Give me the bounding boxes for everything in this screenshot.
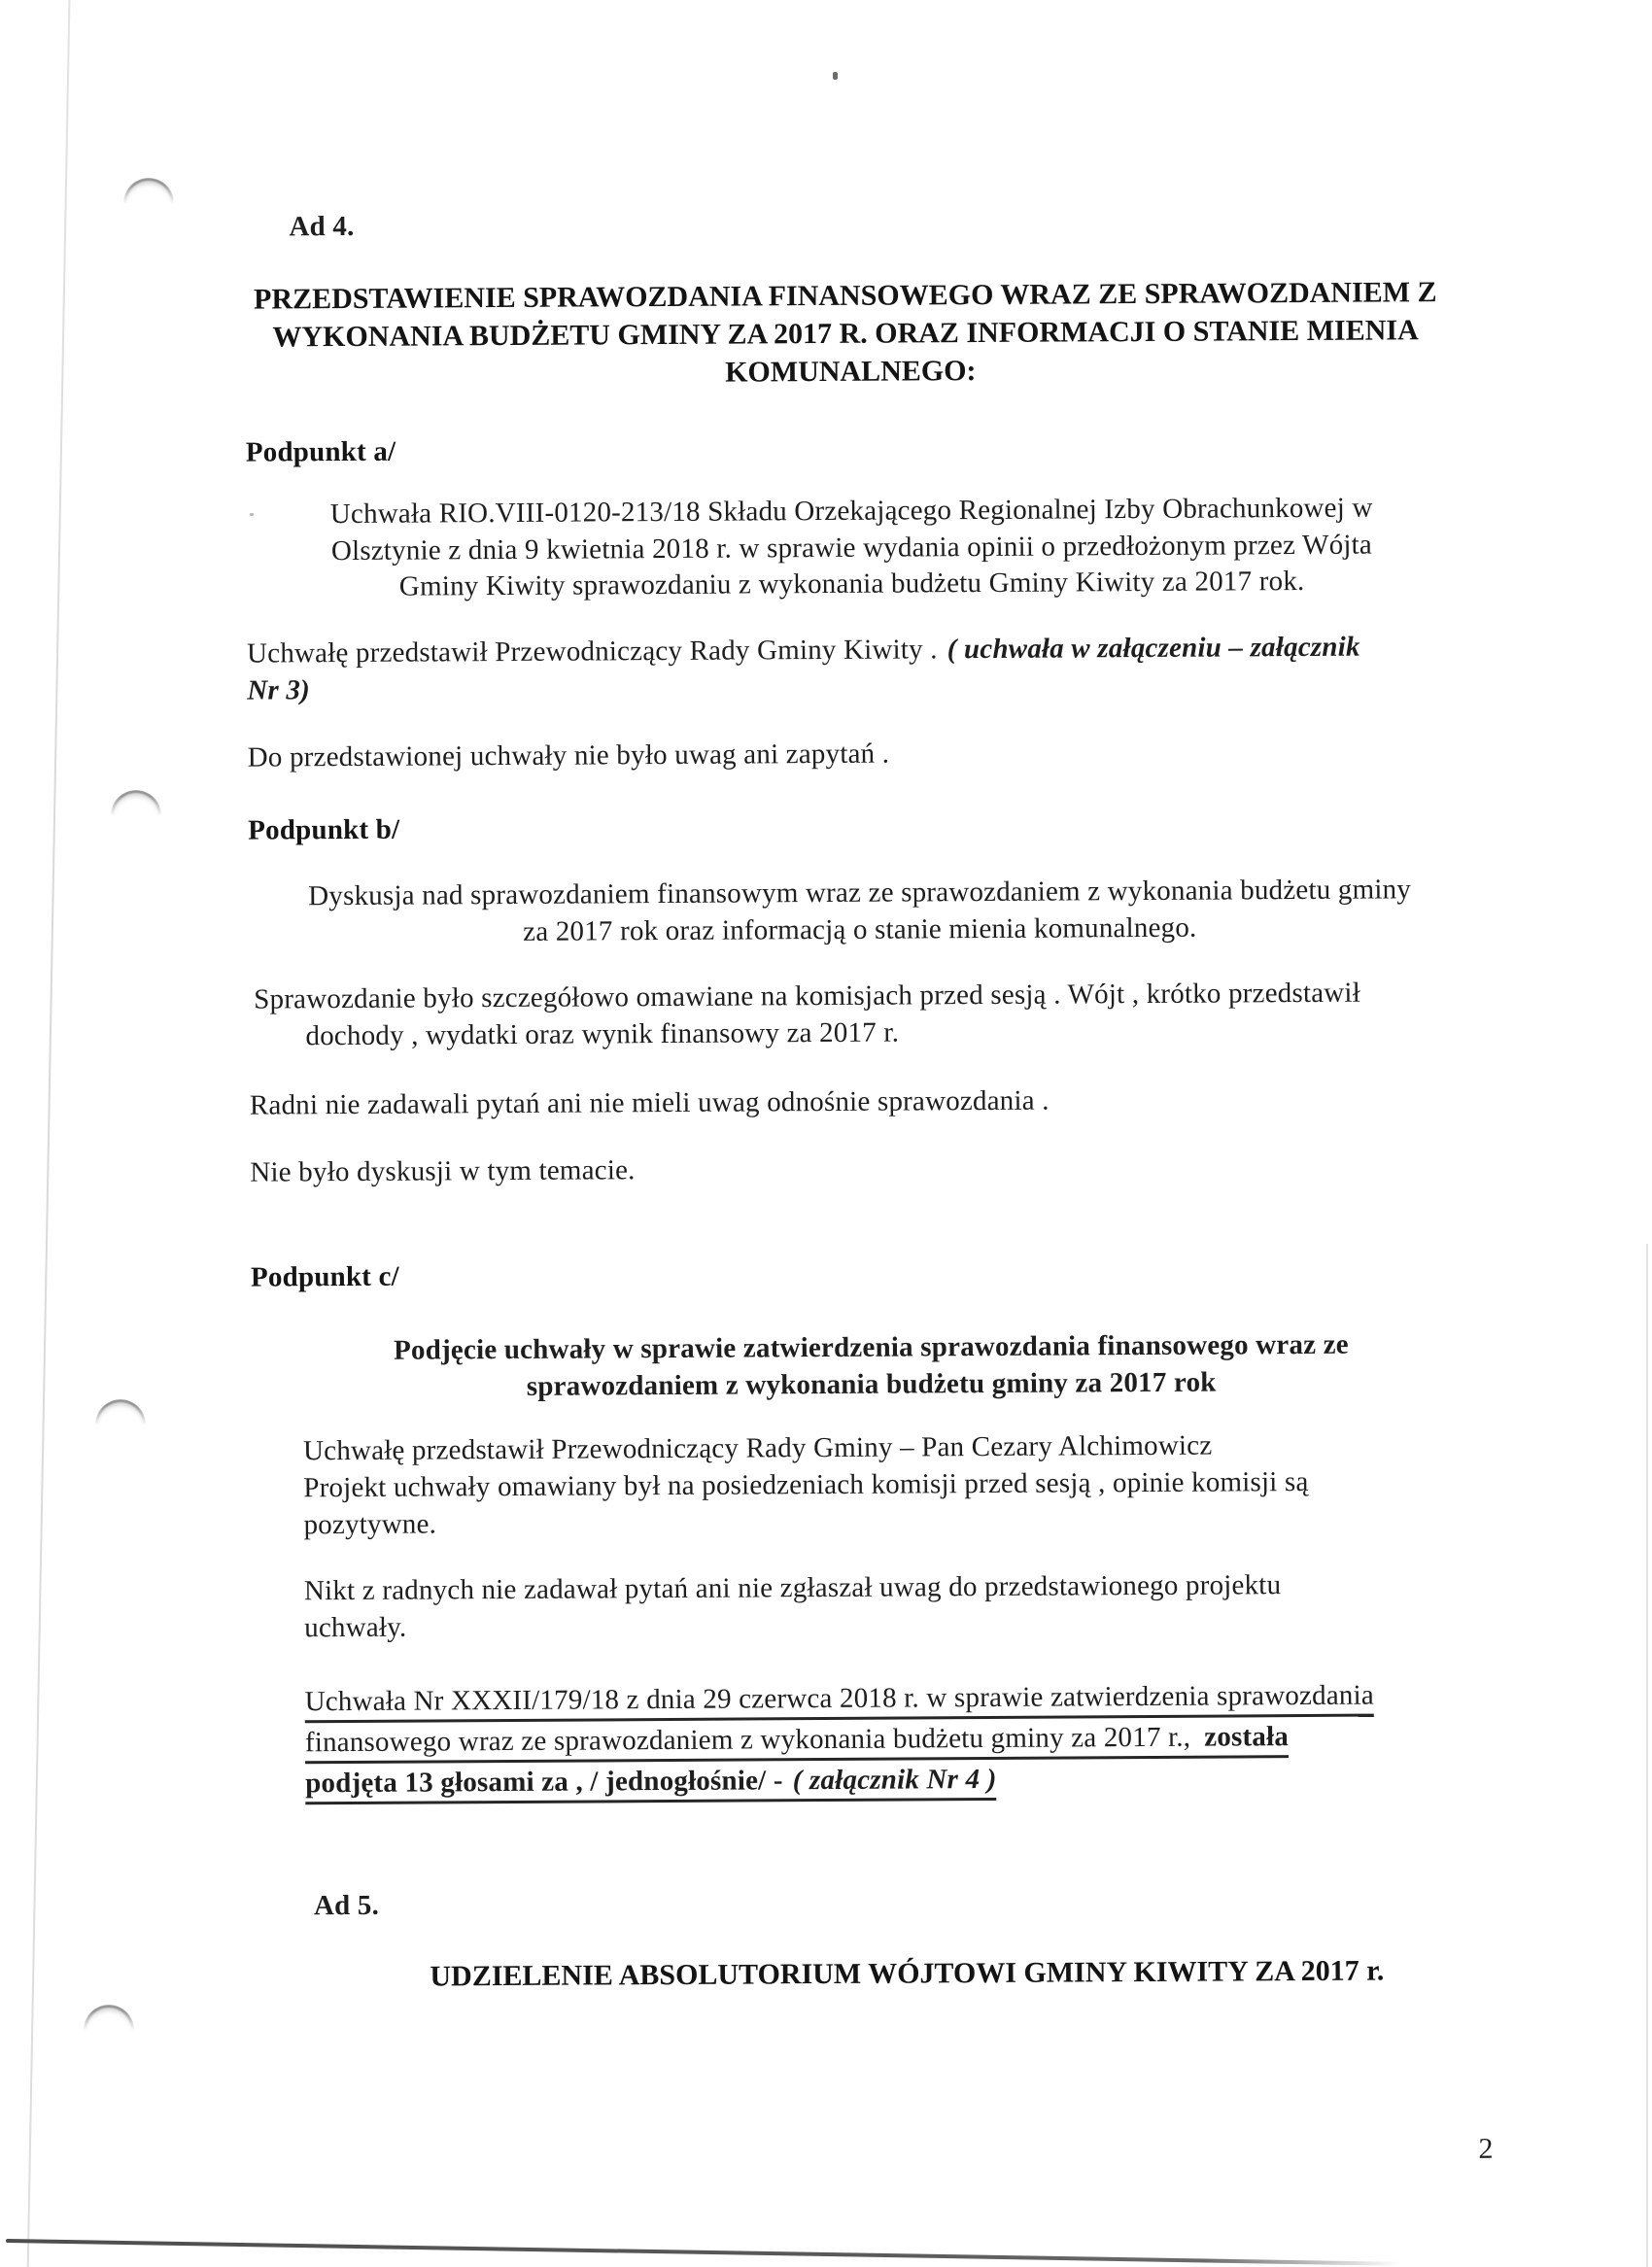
presented-by-chairman-line1: Uchwałę przedstawił Przewodniczący Rady Gminy – Pan Cezary Alchimowicz	[302, 1429, 1213, 1467]
resolution-presented-line1	[247, 630, 1360, 671]
resolution-presented-text: Uchwałę przedstawił Przewodniczący Rady Gminy Kiwity .	[246, 634, 938, 670]
podpunkt-a-heading: Podpunkt a/	[245, 435, 396, 468]
report-discussed-line2: dochody , wydatki oraz wynik finansowy za 2017 r.	[305, 1016, 900, 1052]
attachment-4-note: ( załącznik Nr 4 )	[792, 1763, 997, 1797]
resolution-adopted-text2: finansowego wraz ze sprawozdaniem z wykonania budżetu gminy za 2017 r.,	[304, 1721, 1191, 1759]
podpunkt-b-heading: Podpunkt b/	[248, 813, 400, 846]
section-label-ad5: Ad 5.	[313, 1889, 380, 1922]
resolution-adopted-line2	[305, 1719, 1289, 1760]
presented-by-chairman-line3: pozytywne.	[303, 1508, 437, 1541]
vote-result-text: podjęta 13 głosami za , / jednogłośnie/ -	[305, 1765, 783, 1800]
attachment-note: ( uchwała w załączeniu – załącznik	[946, 631, 1360, 666]
podpunkt-c-heading: Podpunkt c/	[250, 1260, 399, 1293]
report-discussed-line1: Sprawozdanie było szczegółowo omawiane na komisjach przed sesją . Wójt , krótko przedstawił	[254, 977, 1360, 1015]
discussion-line1: Dyskusja nad sprawozdaniem finansowym wraz ze sprawozdaniem z wykonania budżetu gminy	[308, 874, 1412, 912]
no-discussion-text: Nie było dyskusji w tym temacie.	[250, 1154, 636, 1188]
rio-resolution-line1: Uchwała RIO.VIII-0120-213/18 Składu Orzekającego Regionalnej Izby Obrachunkowej w	[329, 492, 1373, 531]
main-title-line3: KOMUNALNEGO:	[725, 355, 977, 389]
rio-resolution-line3: Gminy Kiwity sprawozdaniu z wykonania budżetu Gminy Kiwity za 2017 rok.	[398, 565, 1305, 602]
ad5-title: UDZIELENIE ABSOLUTORIUM WÓJTOWI GMINY KIWITY ZA 2017 r.	[430, 1954, 1385, 1993]
presented-by-chairman-line2: Projekt uchwały omawiany był na posiedzeniach komisji przed sesją , opinie komisji są	[303, 1465, 1309, 1504]
discussion-line2: za 2017 rok oraz informacją o stanie mienia komunalnego.	[523, 911, 1197, 947]
no-objections-line2: uchwały.	[304, 1611, 407, 1644]
page-number: 2	[1478, 2132, 1494, 2165]
main-title-line1: PRZEDSTAWIENIE SPRAWOZDANIA FINANSOWEGO WRAZ ZE SPRAWOZDANIEM Z	[254, 276, 1437, 316]
main-title-line2: WYKONANIA BUDŻETU GMINY ZA 2017 R. ORAZ INFORMACJI O STANIE MIENIA	[272, 314, 1419, 354]
adoption-subtitle-line2: sprawozdaniem z wykonania budżetu gminy za 2017 rok	[526, 1366, 1217, 1402]
section-label-ad4: Ad 4.	[289, 210, 355, 243]
resolution-adopted-emphasis: została	[1204, 1721, 1290, 1753]
no-objections-line1: Nikt z radnych nie zadawał pytań ani nie zgłaszał uwag do przedstawionego projektu	[303, 1569, 1282, 1607]
resolution-adopted-text1: Uchwała Nr XXXII/179/18 z dnia 29 czerwca 2018 r. w sprawie zatwierdzenia sprawozdania	[305, 1680, 1374, 1724]
no-remarks-text: Do przedstawionej uchwały nie było uwag ani zapytań .	[247, 738, 890, 773]
rio-resolution-line2: Olsztynie z dnia 9 kwietnia 2018 r. w sprawie wydania opinii o przedłożonym przez Wójta	[330, 529, 1373, 567]
resolution-adopted-line1	[305, 1678, 1374, 1720]
resolution-adopted-line3	[305, 1762, 997, 1801]
no-questions-text: Radni nie zadawali pytań ani nie mieli uwag odnośnie sprawozdania .	[249, 1084, 1050, 1121]
adoption-subtitle-line1: Podjęcie uchwały w sprawie zatwierdzenia sprawozdania finansowego wraz ze	[393, 1328, 1349, 1366]
attachment-note-line2: Nr 3)	[247, 674, 311, 706]
